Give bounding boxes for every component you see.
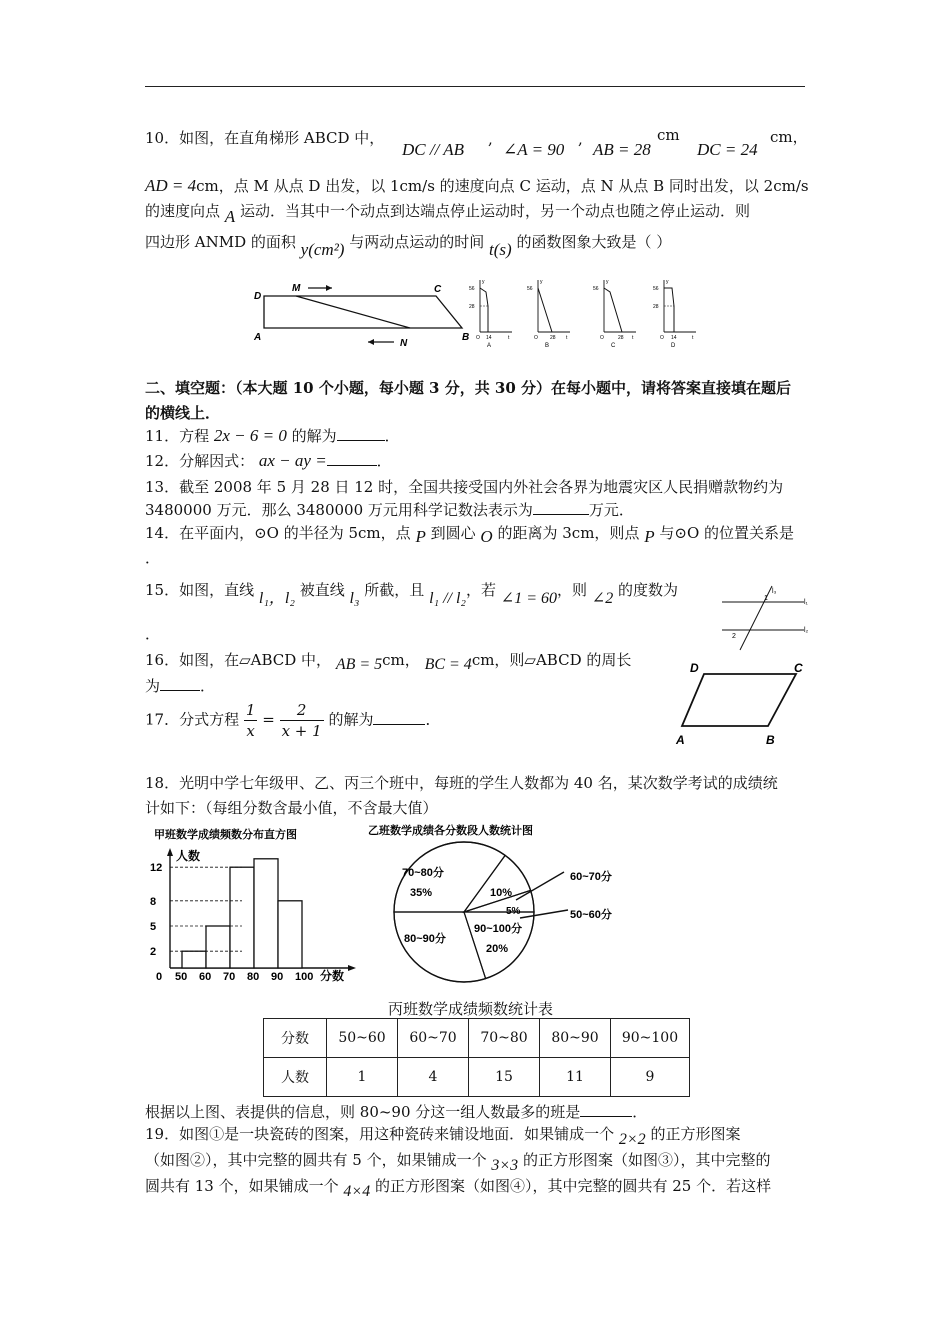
q18-line2: 计如下：（每组分数含最小值，不含最大值） xyxy=(145,799,438,817)
graph-d-tick-28: 28 xyxy=(653,304,659,310)
q15-text-d: ，若 xyxy=(465,581,496,599)
histogram-bar xyxy=(230,867,254,968)
label-c: C xyxy=(434,284,442,295)
q10-graph-b xyxy=(526,276,574,348)
q10-graph-d xyxy=(652,276,700,348)
graph-a-tick-28: 28 xyxy=(469,304,475,310)
q15-l1l2: l₁，l₂ xyxy=(258,590,295,607)
histogram-x-tick: 100 xyxy=(295,971,314,983)
header-rule xyxy=(145,86,805,87)
q17-den-2: x + 1 xyxy=(281,722,322,740)
graph-d-label: D xyxy=(671,343,676,348)
q13-line1: 13．截至 2008 年 5 月 28 日 12 时，全国共接受国内外社会各界为地震灾区人民捐赠款物约为 xyxy=(145,478,784,496)
graph-b-label: B xyxy=(545,343,550,348)
histogram-bar xyxy=(182,951,206,968)
q14-text-a: 14．在平面内，⊙O 的半径为 5cm，点 xyxy=(145,524,411,542)
graph-b-axis-y: y xyxy=(540,279,543,285)
q10-text4c: 的函数图象大致是（ ） xyxy=(516,233,672,251)
q15-label-1: 1 xyxy=(764,595,768,602)
graph-d-origin: O xyxy=(660,335,664,341)
q19-math-2x2: 2×2 xyxy=(618,1131,646,1148)
q19-math-3x3: 3×3 xyxy=(491,1157,519,1174)
q10-math-ad: AD = 4 xyxy=(145,176,197,195)
q17-num-2: 2 xyxy=(280,700,324,721)
q15-label-l2: l₂ xyxy=(804,627,809,634)
histogram-bar xyxy=(254,859,278,968)
q12-dot: ． xyxy=(376,452,392,470)
q16-answer-blank[interactable] xyxy=(160,690,200,691)
table-title: 丙班数学成绩频数统计表 xyxy=(388,1000,554,1018)
q14-text-b: 到圆心 xyxy=(430,524,476,542)
graph-c-axis-y: y xyxy=(606,279,609,285)
q10-line1 xyxy=(145,128,384,148)
table-header-row xyxy=(264,1019,690,1058)
graph-a-axis-y: y xyxy=(482,279,485,285)
q15 xyxy=(145,580,678,607)
table-header-cell: 70~80 xyxy=(469,1019,540,1058)
table-cell: 9 xyxy=(611,1058,690,1097)
q16-label-d: D xyxy=(690,661,699,675)
q15-angle2: ∠2 xyxy=(591,590,614,607)
graph-d-tick-56: 56 xyxy=(653,286,659,292)
q15-text-a: 15．如图，直线 xyxy=(145,581,255,599)
histogram-bar xyxy=(206,926,230,968)
q19-text-3b: 的正方形图案（如图④），其中完整的圆共有 25 个．若这样 xyxy=(374,1177,772,1195)
q17-answer-blank[interactable] xyxy=(373,724,425,725)
histogram-y-tick: 8 xyxy=(150,895,157,908)
q10-graph-a xyxy=(468,276,516,348)
q11-text-b: 的解为 xyxy=(291,427,337,445)
q15-label-l3: l₃ xyxy=(772,588,777,595)
q12-math: ax − ay = xyxy=(258,451,327,470)
label-b: B xyxy=(462,332,470,343)
graph-a-axis-t: t xyxy=(508,335,510,341)
q10-text2: cm，点 M 从点 D 出发，以 1cm/s 的速度向点 C 运动，点 N 从点 B 同时出发，以 2cm/s xyxy=(196,177,809,195)
q10-line4 xyxy=(145,232,672,259)
histogram-xlabel: 分数 xyxy=(320,969,345,983)
graph-d-axis-y: y xyxy=(666,279,669,285)
pie-label: 90~100分 xyxy=(474,923,523,935)
q14-p2: P xyxy=(644,527,655,546)
histogram-title: 甲班数学成绩频数分布直方图 xyxy=(154,829,297,841)
histogram-y-tick: 12 xyxy=(150,862,163,875)
q17-text-b: 的解为 xyxy=(328,710,374,729)
q18-dot: ． xyxy=(632,1103,648,1121)
q18-answer-blank[interactable] xyxy=(580,1116,632,1117)
q17-num-1: 1 xyxy=(245,701,256,719)
histogram-y-tick: 2 xyxy=(150,946,157,959)
q16-parallelogram-figure xyxy=(672,660,812,748)
histogram-origin: 0 xyxy=(156,971,163,983)
table-cell: 4 xyxy=(398,1058,469,1097)
q18-text: 根据以上图、表提供的信息，则 80~90 分这一组人数最多的班是 xyxy=(145,1103,581,1121)
q10-trapezoid-figure xyxy=(250,278,480,350)
label-n: N xyxy=(400,338,408,349)
table-cell: 1 xyxy=(327,1058,398,1097)
graph-c-origin: O xyxy=(600,335,604,341)
q15-label-l1: l₁ xyxy=(804,599,808,606)
q15-text-b: 被直线 xyxy=(299,581,345,599)
q15-label-2: 2 xyxy=(732,633,736,640)
q10-text4b: 与两动点运动的时间 xyxy=(349,233,485,251)
q10-math-ab: AB = 28 xyxy=(593,140,651,159)
q11-answer-blank[interactable] xyxy=(337,440,385,441)
q12 xyxy=(145,451,392,471)
pie-title: 乙班数学成绩各分数段人数统计图 xyxy=(368,825,533,837)
frequency-table xyxy=(263,1018,690,1097)
histogram-x-tick: 90 xyxy=(271,971,284,983)
histogram-x-tick: 50 xyxy=(175,971,188,983)
q15-dot: ． xyxy=(145,625,161,643)
q19-text-1a: 19．如图①是一块瓷砖的图案，用这种瓷砖来铺设地面．如果铺成一个 xyxy=(145,1125,615,1143)
q15-parallel-lines-figure xyxy=(720,584,810,654)
q19-line2 xyxy=(145,1150,771,1174)
q10-text3b: 运动．当其中一个动点到达端点停止运动时，另一个动点也随之停止运动．则 xyxy=(239,202,750,220)
histogram-bar xyxy=(278,901,302,968)
graph-c-tick-28: 28 xyxy=(618,335,624,341)
q19-line3 xyxy=(145,1176,772,1200)
graph-c-tick-56: 56 xyxy=(593,286,599,292)
q14-text-c: 的距离为 3cm，则点 xyxy=(497,524,640,542)
q10-math-a: A xyxy=(224,207,236,226)
histogram-x-tick: 80 xyxy=(247,971,260,983)
histogram-x-tick: 60 xyxy=(199,971,212,983)
q10-math-angle: ∠A = 90 xyxy=(503,140,565,159)
q13-line2 xyxy=(145,500,634,520)
q12-answer-blank[interactable] xyxy=(327,465,377,466)
pie-chart xyxy=(368,818,618,988)
q10-math-t: t(s) xyxy=(489,240,512,259)
q19-line1 xyxy=(145,1124,741,1148)
pie-label: 70~80分 xyxy=(402,867,444,879)
q10-graph-c xyxy=(592,276,640,348)
q10-unit-cm: cm xyxy=(657,126,680,144)
graph-b-tick-56: 56 xyxy=(527,286,533,292)
q16-label-b: B xyxy=(766,733,775,747)
graph-c-axis-t: t xyxy=(632,335,634,341)
q16-text-2: 为 xyxy=(145,677,161,695)
q16-line2 xyxy=(145,676,215,696)
histogram-y-tick: 5 xyxy=(150,921,157,933)
q15-parallel: l₁ // l₂ xyxy=(429,590,466,607)
pie-percent: 35% xyxy=(410,887,433,899)
q16-label-c: C xyxy=(794,661,803,675)
table-cell: 15 xyxy=(469,1058,540,1097)
graph-b-origin: O xyxy=(534,335,538,341)
graph-b-axis-t: t xyxy=(566,335,568,341)
q10-line2 xyxy=(145,176,809,196)
q15-text-c: 所截，且 xyxy=(364,581,425,599)
q16-text-b: cm， xyxy=(382,651,420,669)
q18-bottom xyxy=(145,1102,647,1122)
pie-label: 50~60分 xyxy=(570,909,612,921)
q13-text-b: 万元． xyxy=(588,501,634,519)
pie-label: 80~90分 xyxy=(404,933,446,945)
pie-percent: 10% xyxy=(490,887,513,899)
q14-dot: ． xyxy=(145,549,161,567)
q10-text: 10．如图，在直角梯形 ABCD 中， xyxy=(145,129,385,147)
q14 xyxy=(145,523,795,546)
q17-fraction-2 xyxy=(280,700,324,741)
graph-c-label: C xyxy=(611,343,616,348)
section2-heading-2: 的横线上． xyxy=(145,404,221,422)
q10-math-y: y(cm²) xyxy=(300,240,345,259)
pie-percent: 5% xyxy=(506,906,521,917)
q19-text-3a: 圆共有 13 个，如果铺成一个 xyxy=(145,1177,339,1195)
graph-a-origin: O xyxy=(476,335,480,341)
label-a: A xyxy=(254,332,262,343)
q14-text-d: 与⊙O 的位置关系是 xyxy=(659,524,795,542)
q19-text-2a: （如图②），其中完整的圆共有 5 个，如果铺成一个 xyxy=(145,1151,487,1169)
q16 xyxy=(145,650,631,671)
pie-percent: 20% xyxy=(486,943,509,955)
graph-a-tick-14: 14 xyxy=(486,335,492,341)
q18-line1: 18．光明中学七年级甲、乙、丙三个班中，每班的学生人数都为 40 名，某次数学考试的成绩统 xyxy=(145,774,778,792)
graph-a-tick-56: 56 xyxy=(469,286,475,292)
q16-ab: AB = 5 xyxy=(335,656,383,673)
table-header-cell: 50~60 xyxy=(327,1019,398,1058)
q17-fraction-1 xyxy=(244,700,258,741)
table-header-cell: 60~70 xyxy=(398,1019,469,1058)
graph-a-label: A xyxy=(487,343,492,348)
q13-text: 3480000 万元．那么 3480000 万元用科学记数法表示为 xyxy=(145,501,533,519)
q13-answer-blank[interactable] xyxy=(533,514,589,515)
table-header-cell: 分数 xyxy=(264,1019,327,1058)
q17-dot: ． xyxy=(425,710,441,729)
section2-heading-1: 二、填空题：（本大题 10 个小题，每小题 3 分，共 30 分）在每小题中，请将答案直接填在题后 xyxy=(145,379,792,397)
q16-dot: ． xyxy=(200,677,216,695)
table-header-cell: 90~100 xyxy=(611,1019,690,1058)
q17-eq: = xyxy=(262,710,275,729)
q10-text3a: 的速度向点 xyxy=(145,202,221,220)
histogram-chart xyxy=(140,822,365,992)
q19-math-4x4: 4×4 xyxy=(343,1183,371,1200)
q16-bc: BC = 4 xyxy=(424,656,472,673)
q15-text-e: ，则 xyxy=(556,581,587,599)
table-cell: 11 xyxy=(540,1058,611,1097)
q19-text-2b: 的正方形图案（如图③），其中完整的 xyxy=(522,1151,771,1169)
q12-text: 12．分解因式： xyxy=(145,452,255,470)
q14-p1: P xyxy=(415,527,426,546)
table-header-cell: 80~90 xyxy=(540,1019,611,1058)
q19-text-1b: 的正方形图案 xyxy=(650,1125,741,1143)
histogram-ylabel: 人数 xyxy=(176,849,201,863)
q11 xyxy=(145,426,400,446)
q16-text-a: 16．如图，在▱ABCD 中， xyxy=(145,651,332,669)
graph-d-axis-t: t xyxy=(692,335,694,341)
q11-math: 2x − 6 = 0 xyxy=(213,426,287,445)
q10-math-dc: DC = 24 xyxy=(697,140,758,159)
q10-line3 xyxy=(145,201,750,226)
q15-text-f: 的度数为 xyxy=(617,581,678,599)
label-d: D xyxy=(254,291,262,302)
table-row xyxy=(264,1058,690,1097)
q16-label-a: A xyxy=(676,733,685,747)
q17-den-1: x xyxy=(246,722,255,740)
q15-l3: l₃ xyxy=(349,590,360,607)
graph-b-tick-28: 28 xyxy=(550,335,556,341)
histogram-x-arrow xyxy=(348,965,356,971)
graph-d-tick-14: 14 xyxy=(671,335,677,341)
q11-dot: ． xyxy=(384,427,400,445)
q17-text-a: 17．分式方程 xyxy=(145,710,240,729)
q10-unit-cm2: cm， xyxy=(770,128,808,146)
q11-text: 11．方程 xyxy=(145,427,210,445)
histogram-x-tick: 70 xyxy=(223,971,236,983)
pie-label: 60~70分 xyxy=(570,871,612,883)
q16-text-c: cm，则▱ABCD 的周长 xyxy=(471,651,632,669)
table-cell: 人数 xyxy=(264,1058,327,1097)
q15-angle1: ∠1 = 60 xyxy=(500,590,557,607)
label-m: M xyxy=(292,283,301,294)
histogram-y-arrow xyxy=(167,848,173,856)
q10-text4a: 四边形 ANMD 的面积 xyxy=(145,233,296,251)
q14-o: O xyxy=(480,527,493,546)
q17 xyxy=(145,700,440,741)
q10-math-dc-ab: DC // AB xyxy=(402,140,465,159)
